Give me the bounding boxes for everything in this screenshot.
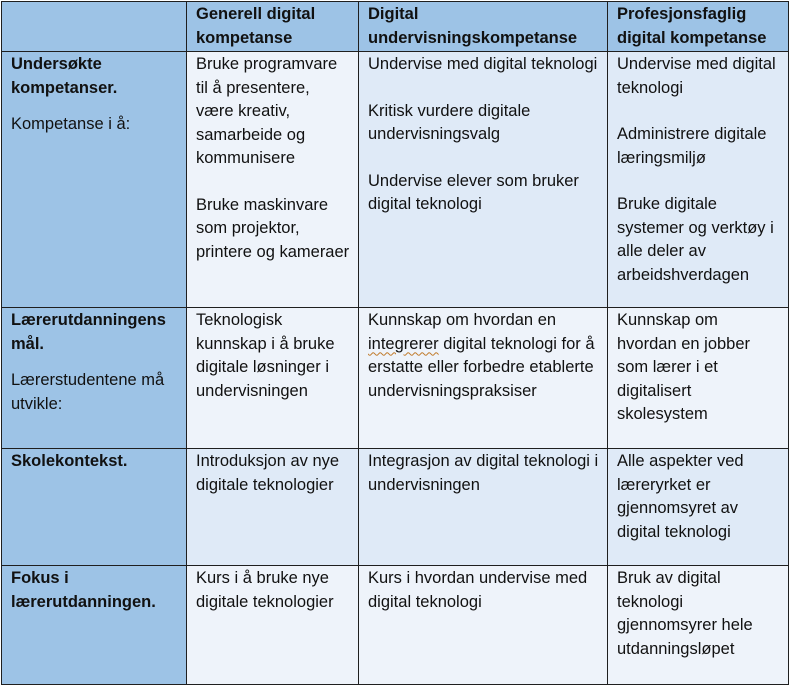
row-title: Lærerutdanningens mål. [11, 311, 166, 353]
table-row [2, 52, 789, 308]
cell-paragraph: Introduksjon av nye digitale teknologier [196, 452, 340, 494]
cell-paragraph: Bruke programvare til å presentere, være kreativ, samarbeide og kommunisere [196, 55, 338, 167]
row-title: Undersøkte kompetanser. [11, 55, 118, 97]
competence-table [1, 1, 789, 685]
cell-paragraph: Teknologisk kunnskap i å bruke digitale løsninger i undervisningen [196, 311, 335, 400]
cell-paragraph: Administrere digitale læringsmiljø [617, 125, 767, 167]
table-cell [359, 566, 608, 685]
table-cell [359, 308, 608, 449]
table-cell [187, 52, 359, 308]
row-title: Fokus i lærerutdanningen. [11, 569, 156, 611]
cell-paragraph: Kurs i å bruke nye digitale teknologier [196, 569, 334, 611]
table-row [2, 449, 789, 566]
header-general-digital: Generell digital kompetanse [187, 2, 359, 52]
cell-paragraph: Bruke maskinvare som projektor, printere og kameraer [196, 195, 350, 261]
cell-paragraph: Bruke digitale systemer og verktøy i alle deler av arbeidshverdagen [617, 195, 774, 284]
table-cell [187, 566, 359, 685]
row-header-focus [2, 566, 187, 685]
spellcheck-word: integrerer [368, 334, 439, 353]
row-header-school-context [2, 449, 187, 566]
cell-paragraph: Kunnskap om hvordan en jobber som lærer i et digitalisert skolesystem [617, 311, 751, 423]
row-title: Skolekontekst. [11, 452, 128, 470]
cell-paragraph: Kurs i hvordan undervise med digital teknologi [368, 569, 588, 611]
cell-paragraph: Integrasjon av digital teknologi i undervisningen [368, 452, 599, 494]
row-subtitle: Kompetanse i å: [11, 115, 131, 133]
cell-paragraph: Bruk av digital teknologi gjennomsyrer hele utdanningsløpet [617, 569, 753, 658]
table-row [2, 566, 789, 685]
table-cell [608, 566, 789, 685]
table-cell [608, 449, 789, 566]
table-row [2, 308, 789, 449]
table-cell [187, 308, 359, 449]
header-digital-teaching: Digital undervisningskompetanse [359, 2, 608, 52]
cell-text: Kunnskap om hvordan en [368, 311, 557, 329]
table-cell [359, 52, 608, 308]
cell-paragraph: Undervise med digital teknologi [368, 55, 598, 73]
cell-paragraph: Alle aspekter ved læreryrket er gjennomsyret av digital teknologi [617, 452, 744, 541]
cell-paragraph [368, 309, 599, 403]
header-corner [2, 2, 187, 52]
header-professional-digital: Profesjonsfaglig digital kompetanse [608, 2, 789, 52]
row-header-competences [2, 52, 187, 308]
table-cell [608, 52, 789, 308]
cell-paragraph: Undervise elever som bruker digital teknologi [368, 171, 579, 213]
row-subtitle: Lærerstudentene må utvikle: [11, 371, 165, 413]
row-header-goals [2, 308, 187, 449]
cell-paragraph: Kritisk vurdere digitale undervisningsvalg [368, 101, 531, 143]
cell-text: digital teknologi for å erstatte eller forbedre etablerte undervisningspraksiser [368, 334, 595, 400]
table-cell [359, 449, 608, 566]
header-row [2, 2, 789, 52]
table-cell [187, 449, 359, 566]
table-cell [608, 308, 789, 449]
cell-paragraph: Undervise med digital teknologi [617, 55, 776, 97]
